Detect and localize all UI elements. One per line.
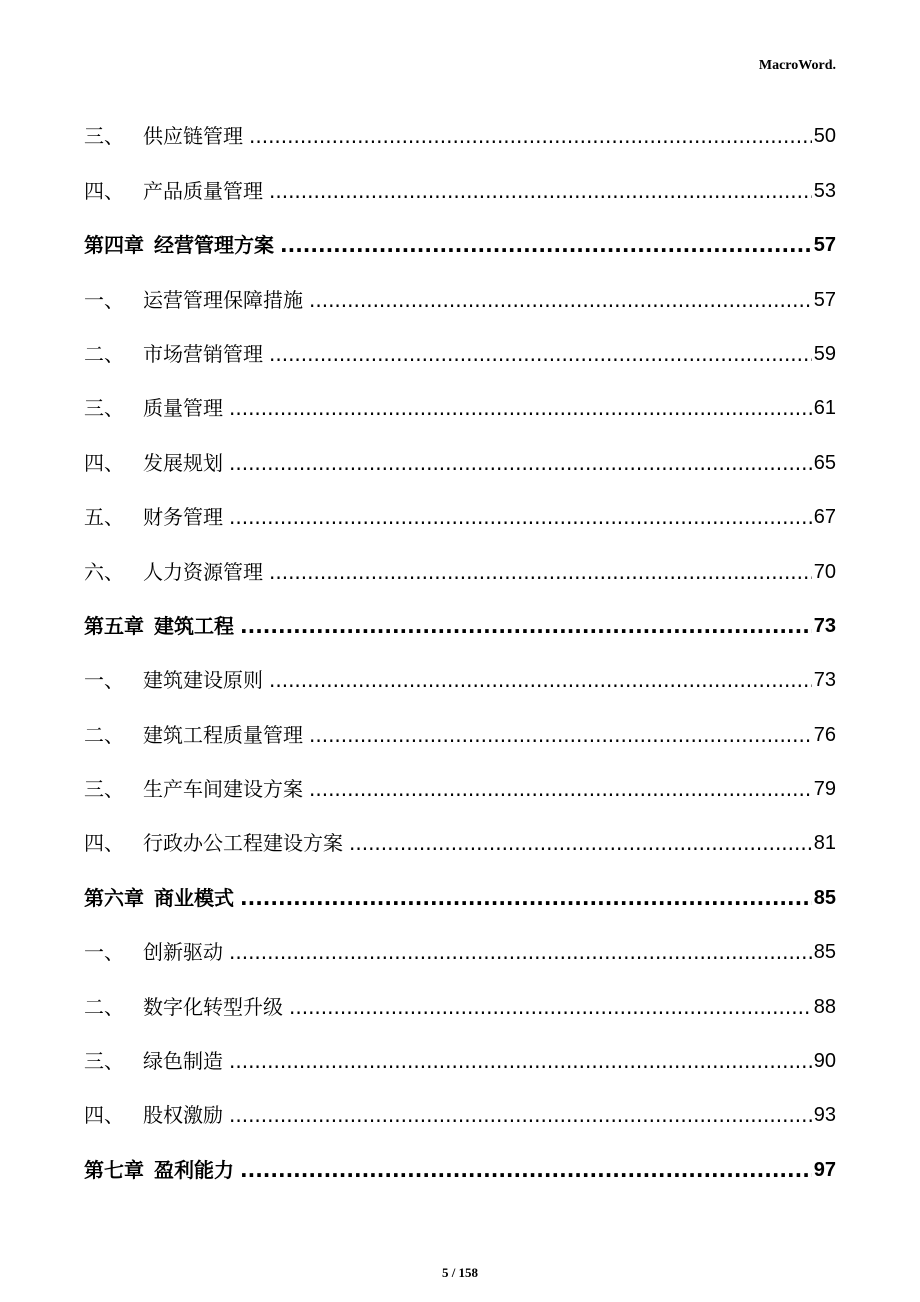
toc-entry-page: 76 — [813, 723, 836, 746]
toc-entry-page: 73 — [813, 669, 836, 692]
toc-entry-page: 73 — [813, 614, 836, 637]
toc-entry-title: 生产车间建设方案 — [143, 777, 303, 802]
header-brand: MacroWord. — [758, 58, 836, 73]
dot-leader — [309, 723, 812, 753]
dot-leader — [229, 451, 812, 481]
dot-leader — [269, 179, 812, 209]
toc-section-entry[interactable] — [84, 100, 836, 154]
toc-section-entry[interactable] — [84, 481, 836, 535]
toc-entry-number: 第五章 — [84, 613, 144, 638]
toc-entry-number: 六、 — [84, 559, 124, 584]
dot-leader — [240, 886, 812, 916]
dot-leader — [229, 505, 812, 535]
dot-leader — [240, 614, 812, 644]
toc-section-entry[interactable] — [84, 535, 836, 589]
toc-section-entry[interactable] — [84, 753, 836, 807]
toc-section-entry[interactable] — [84, 970, 836, 1024]
toc-entry-number: 三、 — [84, 1049, 124, 1074]
toc-entry-page: 53 — [813, 179, 836, 202]
toc-entry-number: 四、 — [84, 450, 124, 475]
toc-entry-page: 88 — [813, 995, 836, 1018]
toc-entry-page: 70 — [813, 560, 836, 583]
dot-leader — [229, 1103, 812, 1133]
toc-section-entry[interactable] — [84, 372, 836, 426]
toc-section-entry[interactable] — [84, 698, 836, 752]
toc-chapter-entry[interactable] — [84, 590, 836, 644]
toc-entry-number: 五、 — [84, 505, 124, 530]
toc-entry-number: 三、 — [84, 777, 124, 802]
toc-entry-title: 运营管理保障措施 — [143, 287, 303, 312]
toc-entry-number: 二、 — [84, 341, 124, 366]
toc-entry-number: 三、 — [84, 396, 124, 421]
toc-entry-title: 股权激励 — [143, 1103, 223, 1128]
toc-entry-page: 57 — [813, 288, 836, 311]
dot-leader — [280, 233, 812, 263]
toc-entry-page: 61 — [813, 397, 836, 420]
toc-entry-number: 第四章 — [84, 233, 144, 258]
toc-entry-title: 市场营销管理 — [143, 341, 263, 366]
toc-entry-number: 四、 — [84, 178, 124, 203]
dot-leader — [249, 124, 812, 154]
toc-entry-number: 一、 — [84, 668, 124, 693]
toc-entry-title: 发展规划 — [143, 450, 223, 475]
toc-entry-title: 创新驱动 — [143, 940, 223, 965]
toc-section-entry[interactable] — [84, 807, 836, 861]
toc-entry-number: 四、 — [84, 831, 124, 856]
toc-entry-page: 97 — [813, 1158, 836, 1181]
toc-entry-number: 第六章 — [84, 885, 144, 910]
toc-entry-page: 85 — [813, 941, 836, 964]
dot-leader — [229, 396, 812, 426]
toc-entry-page: 67 — [813, 506, 836, 529]
toc-chapter-entry[interactable] — [84, 209, 836, 263]
dot-leader — [269, 560, 812, 590]
toc-chapter-entry[interactable] — [84, 1133, 836, 1187]
toc-entry-number: 四、 — [84, 1103, 124, 1128]
toc-section-entry[interactable] — [84, 318, 836, 372]
toc-entry-number: 一、 — [84, 940, 124, 965]
toc-entry-title: 绿色制造 — [143, 1049, 223, 1074]
toc-entry-number: 二、 — [84, 994, 124, 1019]
toc-entry-page: 90 — [813, 1050, 836, 1073]
dot-leader — [269, 342, 812, 372]
toc-section-entry[interactable] — [84, 263, 836, 317]
toc-entry-title: 建筑工程 — [154, 613, 234, 638]
toc-entry-title: 盈利能力 — [154, 1157, 234, 1182]
toc-entry-page: 79 — [813, 778, 836, 801]
toc-entry-number: 三、 — [84, 124, 124, 149]
toc-chapter-entry[interactable] — [84, 861, 836, 915]
toc-entry-title: 商业模式 — [154, 885, 234, 910]
toc-entry-title: 供应链管理 — [143, 124, 243, 149]
table-of-contents — [84, 100, 836, 1188]
page-number: 5 / 158 — [441, 1265, 479, 1280]
dot-leader — [309, 288, 812, 318]
toc-section-entry[interactable] — [84, 1025, 836, 1079]
dot-leader — [289, 995, 812, 1025]
toc-section-entry[interactable] — [84, 1079, 836, 1133]
dot-leader — [349, 831, 812, 861]
dot-leader — [229, 1049, 812, 1079]
toc-section-entry[interactable] — [84, 154, 836, 208]
toc-entry-title: 财务管理 — [143, 505, 223, 530]
toc-section-entry[interactable] — [84, 916, 836, 970]
dot-leader — [240, 1158, 812, 1188]
toc-entry-title: 人力资源管理 — [143, 559, 263, 584]
toc-entry-number: 第七章 — [84, 1157, 144, 1182]
toc-entry-number: 二、 — [84, 722, 124, 747]
toc-entry-page: 50 — [813, 125, 836, 148]
toc-entry-page: 59 — [813, 342, 836, 365]
toc-entry-page: 81 — [813, 832, 836, 855]
toc-entry-title: 数字化转型升级 — [143, 994, 283, 1019]
toc-entry-title: 行政办公工程建设方案 — [143, 831, 343, 856]
dot-leader — [269, 668, 812, 698]
toc-entry-title: 经营管理方案 — [154, 233, 274, 258]
dot-leader — [229, 940, 812, 970]
toc-entry-title: 质量管理 — [143, 396, 223, 421]
toc-entry-title: 建筑工程质量管理 — [143, 722, 303, 747]
toc-entry-page: 85 — [813, 886, 836, 909]
toc-entry-title: 产品质量管理 — [143, 178, 263, 203]
toc-entry-number: 一、 — [84, 287, 124, 312]
dot-leader — [309, 777, 812, 807]
toc-entry-page: 93 — [813, 1104, 836, 1127]
toc-section-entry[interactable] — [84, 426, 836, 480]
toc-entry-title: 建筑建设原则 — [143, 668, 263, 693]
toc-entry-page: 57 — [813, 234, 836, 257]
toc-section-entry[interactable] — [84, 644, 836, 698]
toc-entry-page: 65 — [813, 451, 836, 474]
